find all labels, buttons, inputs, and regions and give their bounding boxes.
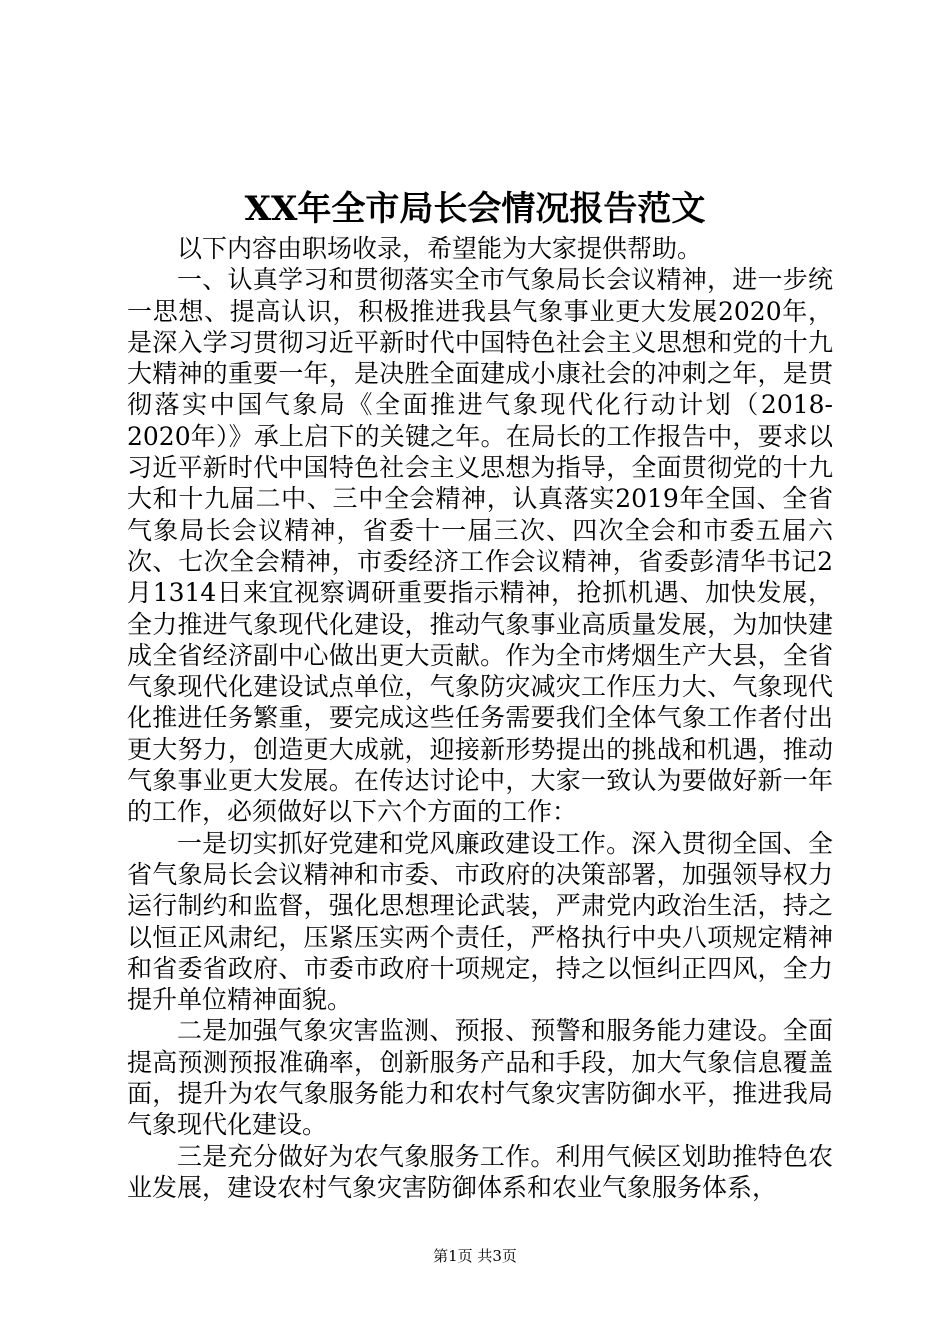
page-footer: 第1页 共3页 <box>433 1247 517 1265</box>
paragraph-item-three: 三是充分做好为农气象服务工作。利用气候区划助推特色农业发展，建设农村气象灾害防御体系和农业气象服务体系， <box>127 1141 833 1202</box>
paragraph-intro: 以下内容由职场收录，希望能为大家提供帮助。 <box>177 234 703 263</box>
document-body <box>127 233 833 1203</box>
paragraph-item-two: 二是加强气象灾害监测、预报、预警和服务能力建设。全面提高预测预报准确率，创新服务产品和手段，加大气象信息覆盖面，提升为农气象服务能力和农村气象灾害防御水平，推进我局气象现代化建设。 <box>127 1016 833 1140</box>
document-title: XX年全市局长会情况报告范文 <box>244 189 706 229</box>
paragraph-item-one: 一是切实抓好党建和党风廉政建设工作。深入贯彻全国、全省气象局长会议精神和市委、市政府的决策部署，加强领导权力运行制约和监督，强化思想理论武装，严肃党内政治生活，持之以恒正风肃纪，压紧压实两个责任，严格执行中央八项规定精神和省委省政府、市委市政府十项规定，持之以恒纠正四风，全力提升单位精神面貌。 <box>127 828 833 1015</box>
paragraph-section-one: 一、认真学习和贯彻落实全市气象局长会议精神，进一步统一思想、提高认识，积极推进我县气象事业更大发展2020年，是深入学习贯彻习近平新时代中国特色社会主义思想和党的十九大精神的重要一年，是决胜全面建成小康社会的冲刺之年，是贯彻落实中国气象局《全面推进气象现代化行动计划（2018-2020年）》承上启下的关键之年。在局长的工作报告中，要求以习近平新时代中国特色社会主义思想为指导，全面贯彻党的十九大和十九届二中、三中全会精神，认真落实2019年全国、全省气象局长会议精神，省委十一届三次、四次全会和市委五届六次、七次全会精神，市委经济工作会议精神，省委彭清华书记2月1314日来宜视察调研重要指示精神，抢抓机遇、加快发展，全力推进气象现代化建设，推动气象事业高质量发展，为加快建成全省经济副中心做出更大贡献。作为全市烤烟生产大县，全省气象现代化建设试点单位，气象防灾减灾工作压力大、气象现代化推进任务繁重，要完成这些任务需要我们全体气象工作者付出更大努力，创造更大成就，迎接新形势提出的挑战和机遇，推动气象事业更大发展。在传达讨论中，大家一致认为要做好新一年的工作，必须做好以下六个方面的工作： <box>127 265 833 827</box>
